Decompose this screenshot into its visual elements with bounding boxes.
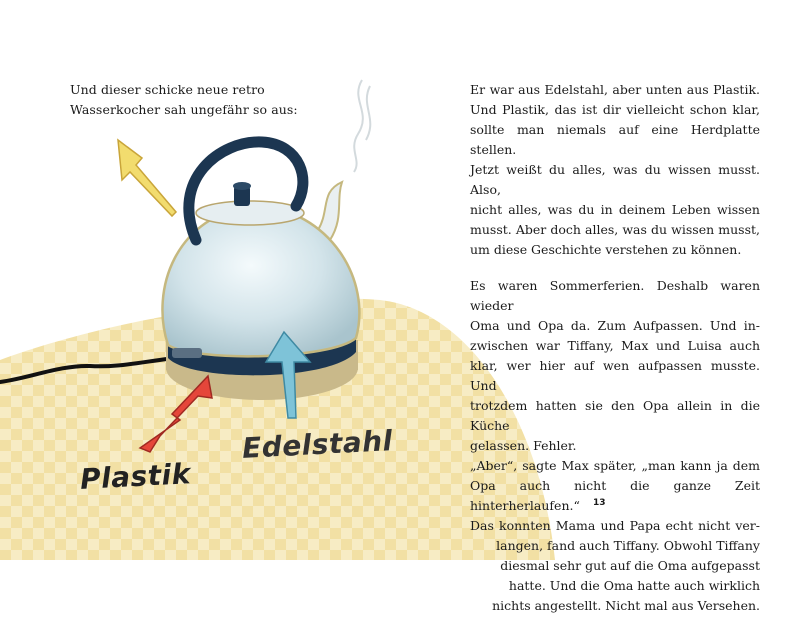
label-plastik: Plastik	[79, 457, 192, 496]
text-line: hatte. Und die Oma hatte auch wirklich	[508, 578, 760, 593]
text-line: trotzdem hatten sie den Opa allein in die Küche	[470, 398, 760, 433]
text-line: Das konnten Mama und Papa echt nicht ver-	[470, 518, 760, 533]
page-number: 13	[593, 498, 606, 508]
text-line: musst. Aber doch alles, was du wissen musst,	[470, 222, 760, 237]
paragraph-3	[470, 456, 760, 616]
paragraph-1	[470, 80, 760, 260]
text-line: diesmal sehr gut auf die Oma aufgepasst	[500, 558, 760, 573]
text-line: Und Plastik, das ist dir vielleicht schon klar,	[470, 102, 760, 117]
left-caption	[70, 80, 300, 120]
caption-line: Wasserkocher sah ungefähr so aus:	[70, 102, 298, 117]
text-line: Er war aus Edelstahl, aber unten aus Plastik.	[470, 82, 760, 97]
text-line: zwischen war Tiffany, Max und Luisa auch	[470, 338, 760, 353]
text-line: gelassen. Fehler.	[470, 438, 577, 453]
text-line: klar, wer hier auf wen aufpassen musste. Und	[470, 358, 760, 393]
text-line: „Aber“, sagte Max später, „man kann ja dem	[470, 458, 760, 473]
text-line: Es waren Sommerferien. Deshalb waren wieder	[470, 278, 760, 313]
caption-line: Und dieser schicke neue retro	[70, 82, 265, 97]
text-line: langen, fand auch Tiffany. Obwohl Tiffany	[496, 538, 760, 553]
text-line: um diese Geschichte verstehen zu können.	[470, 242, 742, 257]
paragraph-2	[470, 276, 760, 456]
body-text	[470, 80, 760, 616]
label-edelstahl: Edelstahl	[241, 424, 394, 465]
yellow-arrow	[118, 140, 176, 216]
text-line: sollte man niemals auf eine Herdplatte stellen.	[470, 122, 760, 157]
text-line: nichts angestellt. Nicht mal aus Versehen.	[492, 598, 760, 613]
text-line: Oma und Opa da. Zum Aufpassen. Und in-	[470, 318, 760, 333]
steam-lines	[354, 80, 370, 172]
text-line: Jetzt weißt du alles, was du wissen musst. Also,	[470, 162, 760, 197]
text-line: nicht alles, was du in deinem Leben wissen	[470, 202, 760, 217]
text-line: Opa auch nicht die ganze Zeit hinterherlaufen.“	[470, 478, 760, 513]
